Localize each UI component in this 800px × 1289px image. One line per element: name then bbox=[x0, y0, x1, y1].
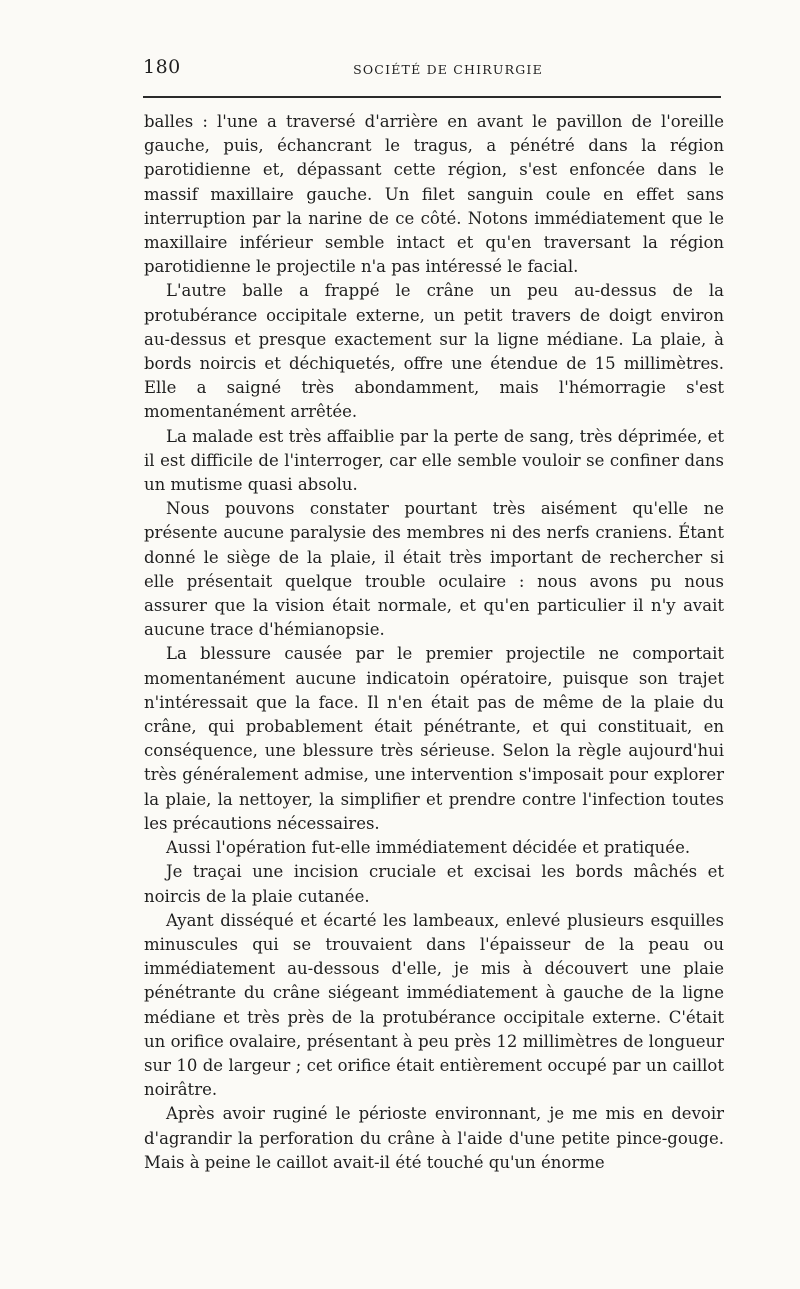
paragraph-2: L'autre balle a frappé le crâne un peu au-dessus de la protubérance occipitale externe, un petit travers de doigt environ au-dessus et presque exactement sur la ligne médiane. La plaie, à bords noircis et déchiquetés, offre une étendue de 15 millimètres. Elle a saigné très abondamment, mais l'hémorragie s'est momentanément arrêtée. bbox=[144, 281, 724, 422]
paragraph-4: Nous pouvons constater pourtant très aisément qu'elle ne présente aucune paralysie des membres ni des nerfs craniens. Étant donné le siège de la plaie, il était très important de rechercher si elle présentait quelque trouble oculaire : nous avons pu nous assurer que la vision était normale, et qu'en particulier il n'y avait aucune trace d'hémianopsie. bbox=[144, 499, 724, 640]
paragraph-1: balles : l'une a traversé d'arrière en avant le pavillon de l'oreille gauche, puis, échancrant le tragus, a pénétré dans la région parotidienne et, dépassant cette région, s'est enfoncée dans le massif maxillaire gauche. Un filet sanguin coule en effet sans interruption par la narine de ce côté. Notons immédiatement que le maxillaire inférieur semble intact et qu'en traversant la région parotidienne le projectile n'a pas intéressé le facial. bbox=[144, 112, 724, 277]
running-head: SOCIÉTÉ DE CHIRURGIE bbox=[353, 62, 543, 77]
page-header bbox=[143, 52, 721, 88]
body-text bbox=[144, 110, 724, 1175]
paragraph-6: Aussi l'opération fut-elle immédiatement décidée et pratiquée. bbox=[166, 838, 691, 858]
page-number: 180 bbox=[143, 56, 181, 78]
paragraph-7: Je traçai une incision cruciale et excisai les bords mâchés et noircis de la plaie cutanée. bbox=[144, 862, 724, 906]
paragraph-3: La malade est très affaiblie par la perte de sang, très déprimée, et il est difficile de l'interroger, car elle semble vouloir se confiner dans un mutisme quasi absolu. bbox=[144, 426, 724, 495]
paragraph-5: La blessure causée par le premier projectile ne comportait momentanément aucune indicatoin opératoire, puisque son trajet n'intéressait que la face. Il n'en était pas de même de la plaie du crâne, qui probablement était pénétrante, et qui constituait, en conséquence, une blessure très sérieuse. Selon la règle aujourd'hui très généralement admise, une intervention s'imposait pour explorer la plaie, la nettoyer, la simplifier et prendre contre l'infection toutes les précautions nécessaires. bbox=[144, 644, 724, 833]
paragraph-8: Ayant disséqué et écarté les lambeaux, enlevé plusieurs esquilles minuscules qui se trouvaient dans l'épaisseur de la peau ou immédiatement au-dessous d'elle, je mis à découvert une plaie pénétrante du crâne siégeant immédiatement à gauche de la ligne médiane et très près de la protubérance occipitale externe. C'était un orifice ovalaire, présentant à peu près 12 millimètres de longueur sur 10 de largeur ; cet orifice était entièrement occupé par un caillot noirâtre. bbox=[144, 910, 724, 1100]
header-rule bbox=[143, 96, 721, 98]
paragraph-9: Après avoir ruginé le périoste environnant, je me mis en devoir d'agrandir la perforation du crâne à l'aide d'une petite pince-gouge. Mais à peine le caillot avait-il été touché qu'un énorme bbox=[144, 1104, 724, 1172]
